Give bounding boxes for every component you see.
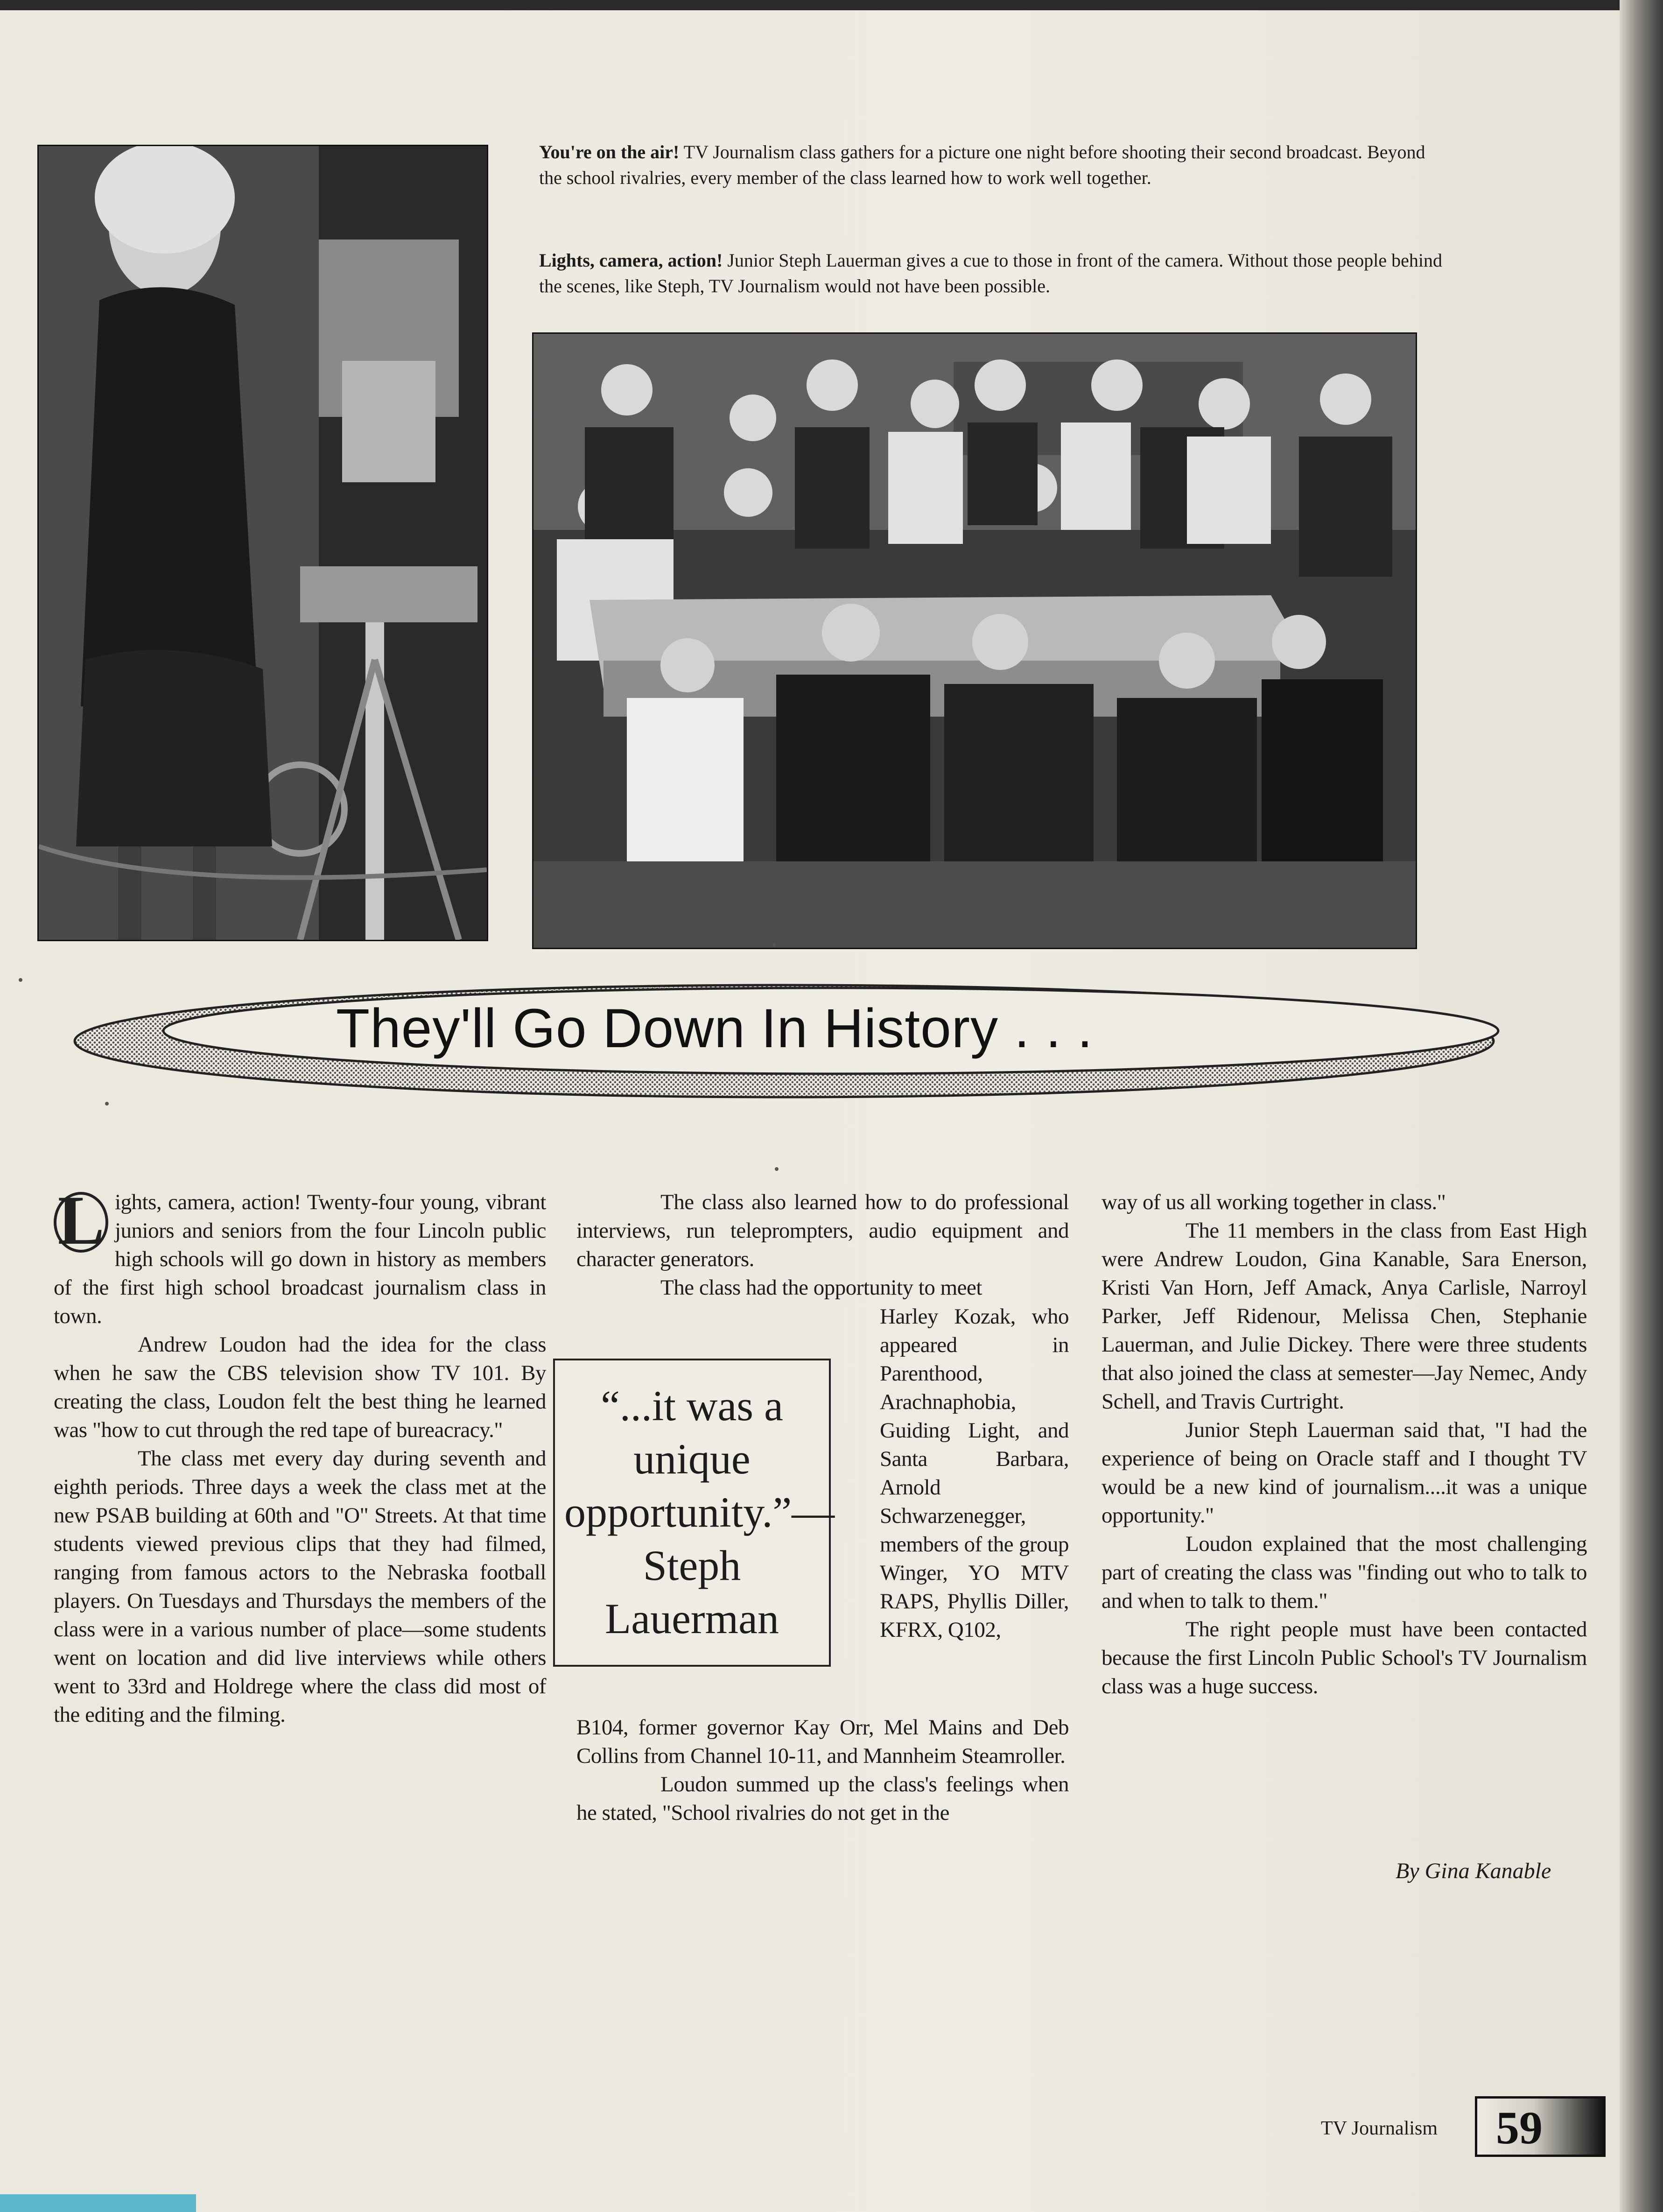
class-group-photo — [532, 332, 1417, 949]
article-paragraph: B104, former governor Kay Orr, Mel Mains and Deb Collins from Channel 10-11, and Mannheim Steamroller. — [576, 1715, 1069, 1768]
article-paragraph: The class met every day during seventh and eighth periods. Three days a week the class met at the new PSAB building at 60th and "O" Streets. At that time students viewed previous clips that they had filmed, ranging from famous actors to the Nebraska football players. On Tuesdays and Thursdays the members of the class were in a various number of place—some students went on location and did live interviews while others went to 33rd and Holdrege where the class did most of the editing and the filming. — [54, 1446, 546, 1727]
scan-speck — [775, 1167, 779, 1171]
article-paragraph — [54, 1182, 546, 1331]
caption-class-photo-lead: You're on the air! — [539, 141, 680, 162]
article-column-2-lower — [576, 1713, 1069, 1827]
caption-camera-photo-body: Junior Steph Lauerman gives a cue to those in front of the camera. Without those people behind the scenes, like Steph, TV Journalism would not have been possible. — [539, 250, 1442, 296]
scan-speck — [19, 978, 22, 982]
scan-top-shadow — [0, 0, 1663, 10]
camera-operator-photo — [37, 145, 488, 941]
caption-camera-photo-lead: Lights, camera, action! — [539, 250, 723, 271]
caption-camera-photo — [539, 247, 1442, 299]
article-paragraph: Loudon summed up the class's feelings when he stated, "School rivalries do not get in the — [576, 1772, 1069, 1825]
article-paragraph: The class also learned how to do professional interviews, run teleprompters, audio equipment and character generators. — [576, 1190, 1069, 1271]
article-paragraph: Loudon explained that the most challenging part of creating the class was "finding out who to talk to and when to talk to them." — [1102, 1532, 1587, 1613]
caption-class-photo-body: TV Journalism class gathers for a picture one night before shooting their second broadcast. Beyond the school rivalries, every member of the class learned how to work well together. — [539, 141, 1425, 188]
article-paragraph: way of us all working together in class." — [1102, 1190, 1446, 1214]
camera-operator-illustration — [39, 146, 487, 940]
drop-cap: L — [54, 1192, 108, 1253]
article-column-2 — [576, 1188, 1069, 1302]
class-group-illustration — [533, 334, 1416, 948]
page-number: 59 — [1496, 2102, 1543, 2154]
byline: By Gina Kanable — [1396, 1859, 1551, 1883]
scan-speck — [105, 1102, 109, 1106]
article-text: ights, camera, action! Twenty-four young, vibrant juniors and seniors from the four Lincoln public high schools will go down in history as members of the first high school broadcast journalism class in town. — [54, 1190, 546, 1328]
caption-class-photo — [539, 139, 1442, 190]
scan-corner-mark — [0, 2194, 196, 2212]
article-paragraph: The right people must have been contacted because the first Lincoln Public School's TV Journalism class was a huge success. — [1102, 1617, 1587, 1698]
scan-right-edge — [1620, 0, 1663, 2212]
section-label: TV Journalism — [1321, 2118, 1438, 2139]
article-column-1 — [54, 1182, 546, 1729]
article-paragraph: Andrew Loudon had the idea for the class when he saw the CBS television show TV 101. By creating the class, Loudon felt the best thing he learned was "how to cut through the red tape of bureacracy." — [54, 1332, 546, 1442]
article-paragraph: Junior Steph Lauerman said that, "I had the experience of being on Oracle staff and I thought TV would be a new kind of journalism....it was a unique opportunity." — [1102, 1418, 1587, 1528]
scan-speck — [772, 943, 776, 947]
headline: They'll Go Down In History . . . — [336, 998, 1093, 1059]
article-paragraph: The 11 members in the class from East High were Andrew Loudon, Gina Kanable, Sara Enerson, Kristi Van Horn, Jeff Amack, Anya Carlisle, Narroyl Parker, Jeff Ridenour, Melissa Chen, Stephanie Lauerman, and Julie Dickey. There were three students that also joined the class at semester—Jay Nemec, Andy Schell, and Travis Curtright. — [1102, 1219, 1587, 1414]
article-paragraph: Harley Kozak, who appeared in Parenthood, Arachnaphobia, Guiding Light, and Santa Barbara, Arnold Schwarzenegger, members of the group Winger, YO MTV RAPS, Phyllis Diller, KFRX, Q102, — [880, 1304, 1069, 1642]
pull-quote: “...it was a unique opportunity.”— Steph Lauerman — [553, 1359, 831, 1667]
article-paragraph: The class had the opportunity to meet — [660, 1275, 982, 1300]
article-column-2-wrap — [880, 1303, 1069, 1644]
article-column-3 — [1102, 1188, 1587, 1701]
